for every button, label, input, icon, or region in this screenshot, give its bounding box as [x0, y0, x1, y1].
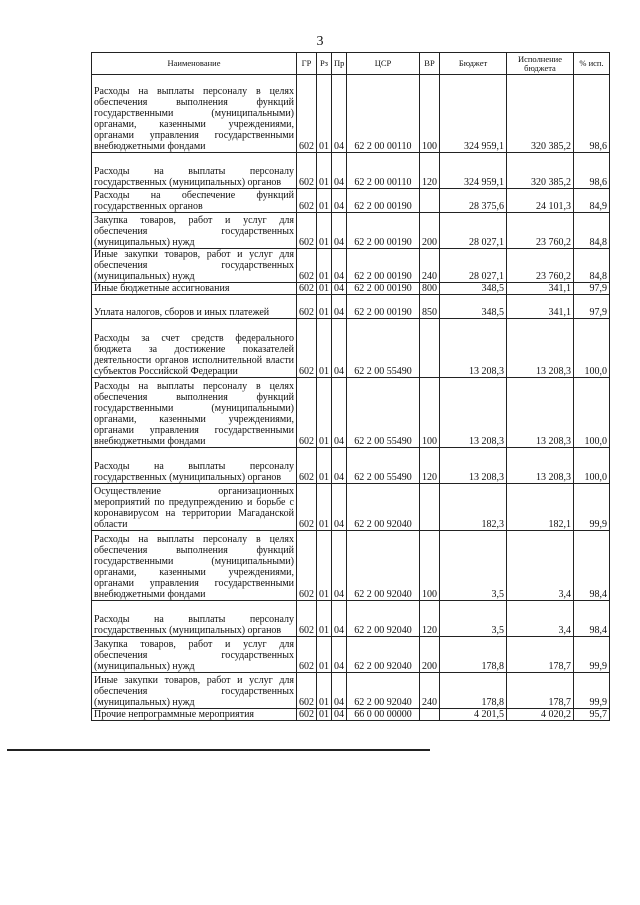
cell-percent: 97,9: [574, 295, 610, 319]
cell-rz: 01: [317, 153, 332, 189]
cell-name: Прочие непрограммные мероприятия: [92, 709, 297, 721]
cell-pr: 04: [332, 295, 347, 319]
cell-execution: 320 385,2: [507, 75, 574, 153]
cell-csr: 62 2 00 92040: [347, 673, 420, 709]
cell-name: Расходы на выплаты персоналу в целях обеспечения выполнения функций государственными (муниципальными) органами, казенными учреждениями, органами управления государственными внебюджетными фондами: [92, 75, 297, 153]
cell-name: Иные закупки товаров, работ и услуг для обеспечения государственных (муниципальных) нужд: [92, 673, 297, 709]
cell-csr: 66 0 00 00000: [347, 709, 420, 721]
cell-name: Иные закупки товаров, работ и услуг для обеспечения государственных (муниципальных) нужд: [92, 249, 297, 283]
cell-rz: 01: [317, 601, 332, 637]
cell-gr: 602: [297, 531, 317, 601]
table-row: [92, 531, 610, 601]
cell-gr: 602: [297, 75, 317, 153]
cell-vr: [420, 484, 440, 531]
header-pr: Пр: [332, 53, 347, 75]
cell-csr: 62 2 00 55490: [347, 378, 420, 448]
cell-vr: 120: [420, 601, 440, 637]
cell-execution: 23 760,2: [507, 249, 574, 283]
cell-name: Расходы на выплаты персоналу в целях обеспечения выполнения функций государственными (муниципальными) органами, казенными учреждениями, органами управления государственными внебюджетными фондами: [92, 531, 297, 601]
cell-csr: 62 2 00 92040: [347, 601, 420, 637]
cell-execution: 320 385,2: [507, 153, 574, 189]
table-body: [92, 75, 610, 721]
cell-percent: 99,9: [574, 673, 610, 709]
cell-pr: 04: [332, 319, 347, 378]
cell-rz: 01: [317, 637, 332, 673]
cell-execution: 24 101,3: [507, 189, 574, 213]
cell-vr: 100: [420, 531, 440, 601]
cell-percent: 98,6: [574, 75, 610, 153]
cell-execution: 341,1: [507, 295, 574, 319]
cell-csr: 62 2 00 55490: [347, 319, 420, 378]
cell-name: Расходы на выплаты персоналу в целях обеспечения выполнения функций государственными (муниципальными) органами, казенными учреждениями, органами управления государственными внебюджетными фондами: [92, 378, 297, 448]
cell-rz: 01: [317, 673, 332, 709]
cell-budget: 3,5: [440, 601, 507, 637]
cell-pr: 04: [332, 75, 347, 153]
cell-percent: 100,0: [574, 378, 610, 448]
cell-vr: 240: [420, 249, 440, 283]
header-execution: Исполнение бюджета: [507, 53, 574, 75]
cell-budget: 13 208,3: [440, 319, 507, 378]
cell-execution: 341,1: [507, 283, 574, 295]
cell-vr: 100: [420, 75, 440, 153]
cell-vr: [420, 709, 440, 721]
cell-execution: 13 208,3: [507, 448, 574, 484]
cell-vr: [420, 319, 440, 378]
cell-name: Уплата налогов, сборов и иных платежей: [92, 295, 297, 319]
footer-divider: [7, 749, 430, 751]
cell-csr: 62 2 00 00110: [347, 153, 420, 189]
table-row: [92, 673, 610, 709]
cell-csr: 62 2 00 00110: [347, 75, 420, 153]
cell-execution: 23 760,2: [507, 213, 574, 249]
cell-execution: 178,7: [507, 673, 574, 709]
budget-table: [91, 52, 610, 721]
header-rz: Рз: [317, 53, 332, 75]
cell-gr: 602: [297, 249, 317, 283]
cell-name: Закупка товаров, работ и услуг для обеспечения государственных (муниципальных) нужд: [92, 637, 297, 673]
cell-percent: 100,0: [574, 319, 610, 378]
table-row: [92, 378, 610, 448]
cell-gr: 602: [297, 448, 317, 484]
table-row: [92, 213, 610, 249]
cell-pr: 04: [332, 283, 347, 295]
table-row: [92, 601, 610, 637]
cell-execution: 3,4: [507, 531, 574, 601]
cell-budget: 348,5: [440, 283, 507, 295]
cell-csr: 62 2 00 55490: [347, 448, 420, 484]
cell-csr: 62 2 00 92040: [347, 637, 420, 673]
cell-execution: 4 020,2: [507, 709, 574, 721]
cell-rz: 01: [317, 448, 332, 484]
cell-execution: 182,1: [507, 484, 574, 531]
cell-pr: 04: [332, 673, 347, 709]
cell-gr: 602: [297, 153, 317, 189]
cell-budget: 3,5: [440, 531, 507, 601]
cell-csr: 62 2 00 92040: [347, 484, 420, 531]
cell-budget: 324 959,1: [440, 75, 507, 153]
cell-csr: 62 2 00 00190: [347, 189, 420, 213]
cell-vr: [420, 189, 440, 213]
cell-vr: 120: [420, 448, 440, 484]
cell-percent: 99,9: [574, 637, 610, 673]
cell-percent: 98,6: [574, 153, 610, 189]
cell-gr: 602: [297, 673, 317, 709]
cell-vr: 850: [420, 295, 440, 319]
cell-gr: 602: [297, 378, 317, 448]
cell-name: Расходы на выплаты персоналу государственных (муниципальных) органов: [92, 601, 297, 637]
cell-csr: 62 2 00 00190: [347, 283, 420, 295]
cell-percent: 98,4: [574, 601, 610, 637]
cell-budget: 348,5: [440, 295, 507, 319]
cell-pr: 04: [332, 189, 347, 213]
cell-vr: 240: [420, 673, 440, 709]
cell-rz: 01: [317, 531, 332, 601]
cell-name: Расходы на выплаты персоналу государственных (муниципальных) органов: [92, 448, 297, 484]
cell-rz: 01: [317, 295, 332, 319]
cell-pr: 04: [332, 153, 347, 189]
cell-execution: 3,4: [507, 601, 574, 637]
cell-gr: 602: [297, 709, 317, 721]
page-number: 3: [316, 34, 324, 49]
cell-pr: 04: [332, 378, 347, 448]
cell-budget: 13 208,3: [440, 448, 507, 484]
cell-budget: 324 959,1: [440, 153, 507, 189]
cell-rz: 01: [317, 319, 332, 378]
cell-pr: 04: [332, 249, 347, 283]
header-gr: ГР: [297, 53, 317, 75]
cell-percent: 95,7: [574, 709, 610, 721]
table-row: [92, 249, 610, 283]
cell-gr: 602: [297, 484, 317, 531]
cell-percent: 84,9: [574, 189, 610, 213]
table-row: [92, 295, 610, 319]
cell-percent: 97,9: [574, 283, 610, 295]
cell-gr: 602: [297, 213, 317, 249]
cell-vr: 120: [420, 153, 440, 189]
table-row: [92, 637, 610, 673]
cell-execution: 13 208,3: [507, 378, 574, 448]
table-row: [92, 75, 610, 153]
header-percent: % исп.: [574, 53, 610, 75]
cell-gr: 602: [297, 601, 317, 637]
cell-csr: 62 2 00 00190: [347, 295, 420, 319]
cell-percent: 84,8: [574, 213, 610, 249]
cell-budget: 4 201,5: [440, 709, 507, 721]
table-row: [92, 448, 610, 484]
cell-budget: 178,8: [440, 673, 507, 709]
cell-rz: 01: [317, 249, 332, 283]
cell-name: Иные бюджетные ассигнования: [92, 283, 297, 295]
cell-pr: 04: [332, 484, 347, 531]
cell-vr: 100: [420, 378, 440, 448]
header-budget: Бюджет: [440, 53, 507, 75]
cell-percent: 99,9: [574, 484, 610, 531]
cell-percent: 98,4: [574, 531, 610, 601]
cell-name: Закупка товаров, работ и услуг для обеспечения государственных (муниципальных) нужд: [92, 213, 297, 249]
cell-rz: 01: [317, 709, 332, 721]
cell-name: Осуществление организационных мероприятий по предупреждению и борьбе с коронавирусом на территории Магаданской области: [92, 484, 297, 531]
table-row: [92, 484, 610, 531]
table-row: [92, 153, 610, 189]
cell-percent: 84,8: [574, 249, 610, 283]
header-csr: ЦСР: [347, 53, 420, 75]
cell-execution: 13 208,3: [507, 319, 574, 378]
cell-gr: 602: [297, 283, 317, 295]
cell-name: Расходы за счет средств федерального бюджета за достижение показателей деятельности органов исполнительной власти субъектов Российской Федерации: [92, 319, 297, 378]
cell-gr: 602: [297, 319, 317, 378]
cell-budget: 28 375,6: [440, 189, 507, 213]
cell-vr: 200: [420, 637, 440, 673]
table-row: [92, 319, 610, 378]
cell-vr: 800: [420, 283, 440, 295]
header-name: Наименование: [92, 53, 297, 75]
cell-rz: 01: [317, 484, 332, 531]
cell-pr: 04: [332, 601, 347, 637]
cell-name: Расходы на обеспечение функций государственных органов: [92, 189, 297, 213]
cell-budget: 178,8: [440, 637, 507, 673]
cell-csr: 62 2 00 00190: [347, 213, 420, 249]
cell-budget: 28 027,1: [440, 249, 507, 283]
cell-gr: 602: [297, 189, 317, 213]
cell-pr: 04: [332, 637, 347, 673]
cell-rz: 01: [317, 378, 332, 448]
cell-vr: 200: [420, 213, 440, 249]
cell-rz: 01: [317, 189, 332, 213]
cell-rz: 01: [317, 283, 332, 295]
cell-csr: 62 2 00 92040: [347, 531, 420, 601]
table-row: [92, 709, 610, 721]
cell-budget: 13 208,3: [440, 378, 507, 448]
cell-pr: 04: [332, 448, 347, 484]
table-row: [92, 283, 610, 295]
cell-rz: 01: [317, 213, 332, 249]
cell-pr: 04: [332, 213, 347, 249]
cell-csr: 62 2 00 00190: [347, 249, 420, 283]
table-header-row: [92, 53, 610, 75]
table-row: [92, 189, 610, 213]
cell-percent: 100,0: [574, 448, 610, 484]
cell-execution: 178,7: [507, 637, 574, 673]
cell-budget: 28 027,1: [440, 213, 507, 249]
cell-gr: 602: [297, 295, 317, 319]
cell-name: Расходы на выплаты персоналу государственных (муниципальных) органов: [92, 153, 297, 189]
cell-pr: 04: [332, 531, 347, 601]
header-vr: ВР: [420, 53, 440, 75]
cell-pr: 04: [332, 709, 347, 721]
cell-budget: 182,3: [440, 484, 507, 531]
cell-rz: 01: [317, 75, 332, 153]
cell-gr: 602: [297, 637, 317, 673]
